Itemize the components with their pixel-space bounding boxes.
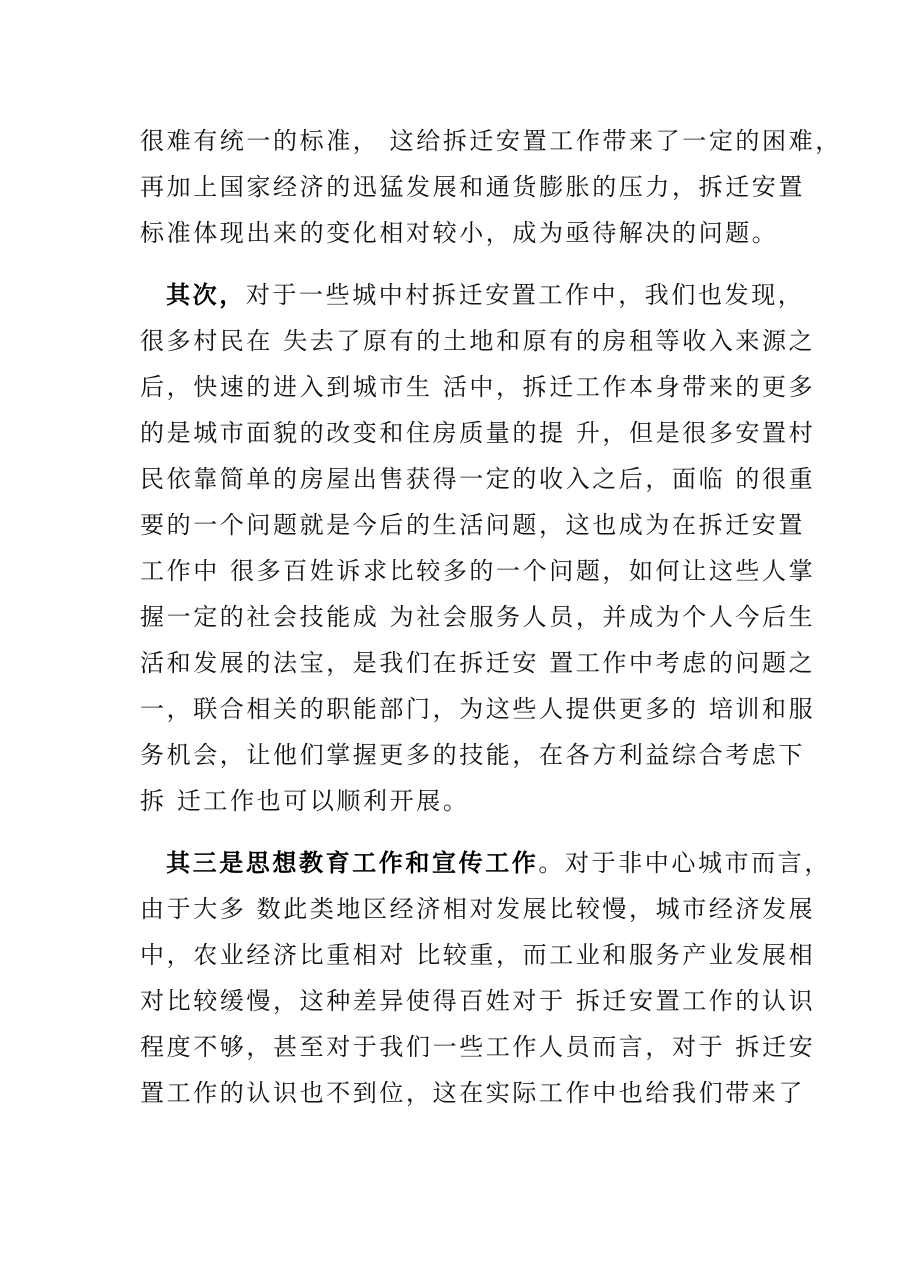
text-line: 对比较缓慢，这种差异使得百姓对于 拆迁安置工作的认识 [140,987,816,1015]
paragraph-spacer [140,256,790,272]
text-line: 务机会，让他们掌握更多的技能，在各方利益综合考虑下 [140,741,805,769]
document-body [140,118,842,1116]
text-line: 很多村民在 失去了原有的土地和原有的房租等收入来源之 [140,327,816,355]
paragraph-1 [140,118,842,256]
text-line: 标准体现出来的变化相对较小，成为亟待解决的问题。 [140,219,779,247]
text-line: 再加上国家经济的迅猛发展和通货膨胀的压力，拆迁安置 [140,173,805,201]
bold-lead: 其三是思想教育工作和宣传工作 [166,848,539,877]
text-line: 后，快速的进入到城市生 活中，拆迁工作本身带来的更多 [140,373,816,401]
text-line: 要的一个问题就是今后的生活问题，这也成为在拆迁安置 [140,511,805,539]
text-line: 中，农业经济比重相对 比较重，而工业和服务产业发展相 [140,941,816,969]
text-line-first [140,272,805,318]
text-line: 活和发展的法宝，是我们在拆迁安 置工作中考虑的问题之 [140,649,816,677]
text-line: 程度不够，甚至对于我们一些工作人员而言，对于 拆迁安 [140,1033,816,1061]
text-line: 民依靠简单的房屋出售获得一定的收入之后，面临 的很重 [140,465,816,493]
text-line: 握一定的社会技能成 为社会服务人员，并成为个人今后生 [140,603,816,631]
text-line: 工作中 很多百姓诉求比较多的一个问题，如何让这些人掌 [140,557,816,585]
text-line: 置工作的认识也不到位，这在实际工作中也给我们带来了 [140,1079,805,1107]
text-line: 很难有统一的标准， 这给拆迁安置工作带来了一定的困难， [140,127,842,155]
paragraph-spacer [140,824,790,840]
bold-lead: 其次， [166,280,246,309]
text-line: 一，联合相关的职能部门，为这些人提供更多的 培训和服 [140,695,816,723]
paragraph-2 [140,272,816,824]
text-line: 拆 迁工作也可以顺利开展。 [140,787,470,815]
text-line: 由于大多 数此类地区经济相对发展比较慢，城市经济发展 [140,895,816,923]
text-line: 的是城市面貌的改变和住房质量的提 升，但是很多安置村 [140,419,816,447]
paragraph-3 [140,840,832,1116]
text-line-first [140,840,832,886]
text-run: 对于一些城中村拆迁安置工作中，我们也发现， [245,281,805,309]
text-run: 。对于非中心城市而言， [538,849,832,877]
